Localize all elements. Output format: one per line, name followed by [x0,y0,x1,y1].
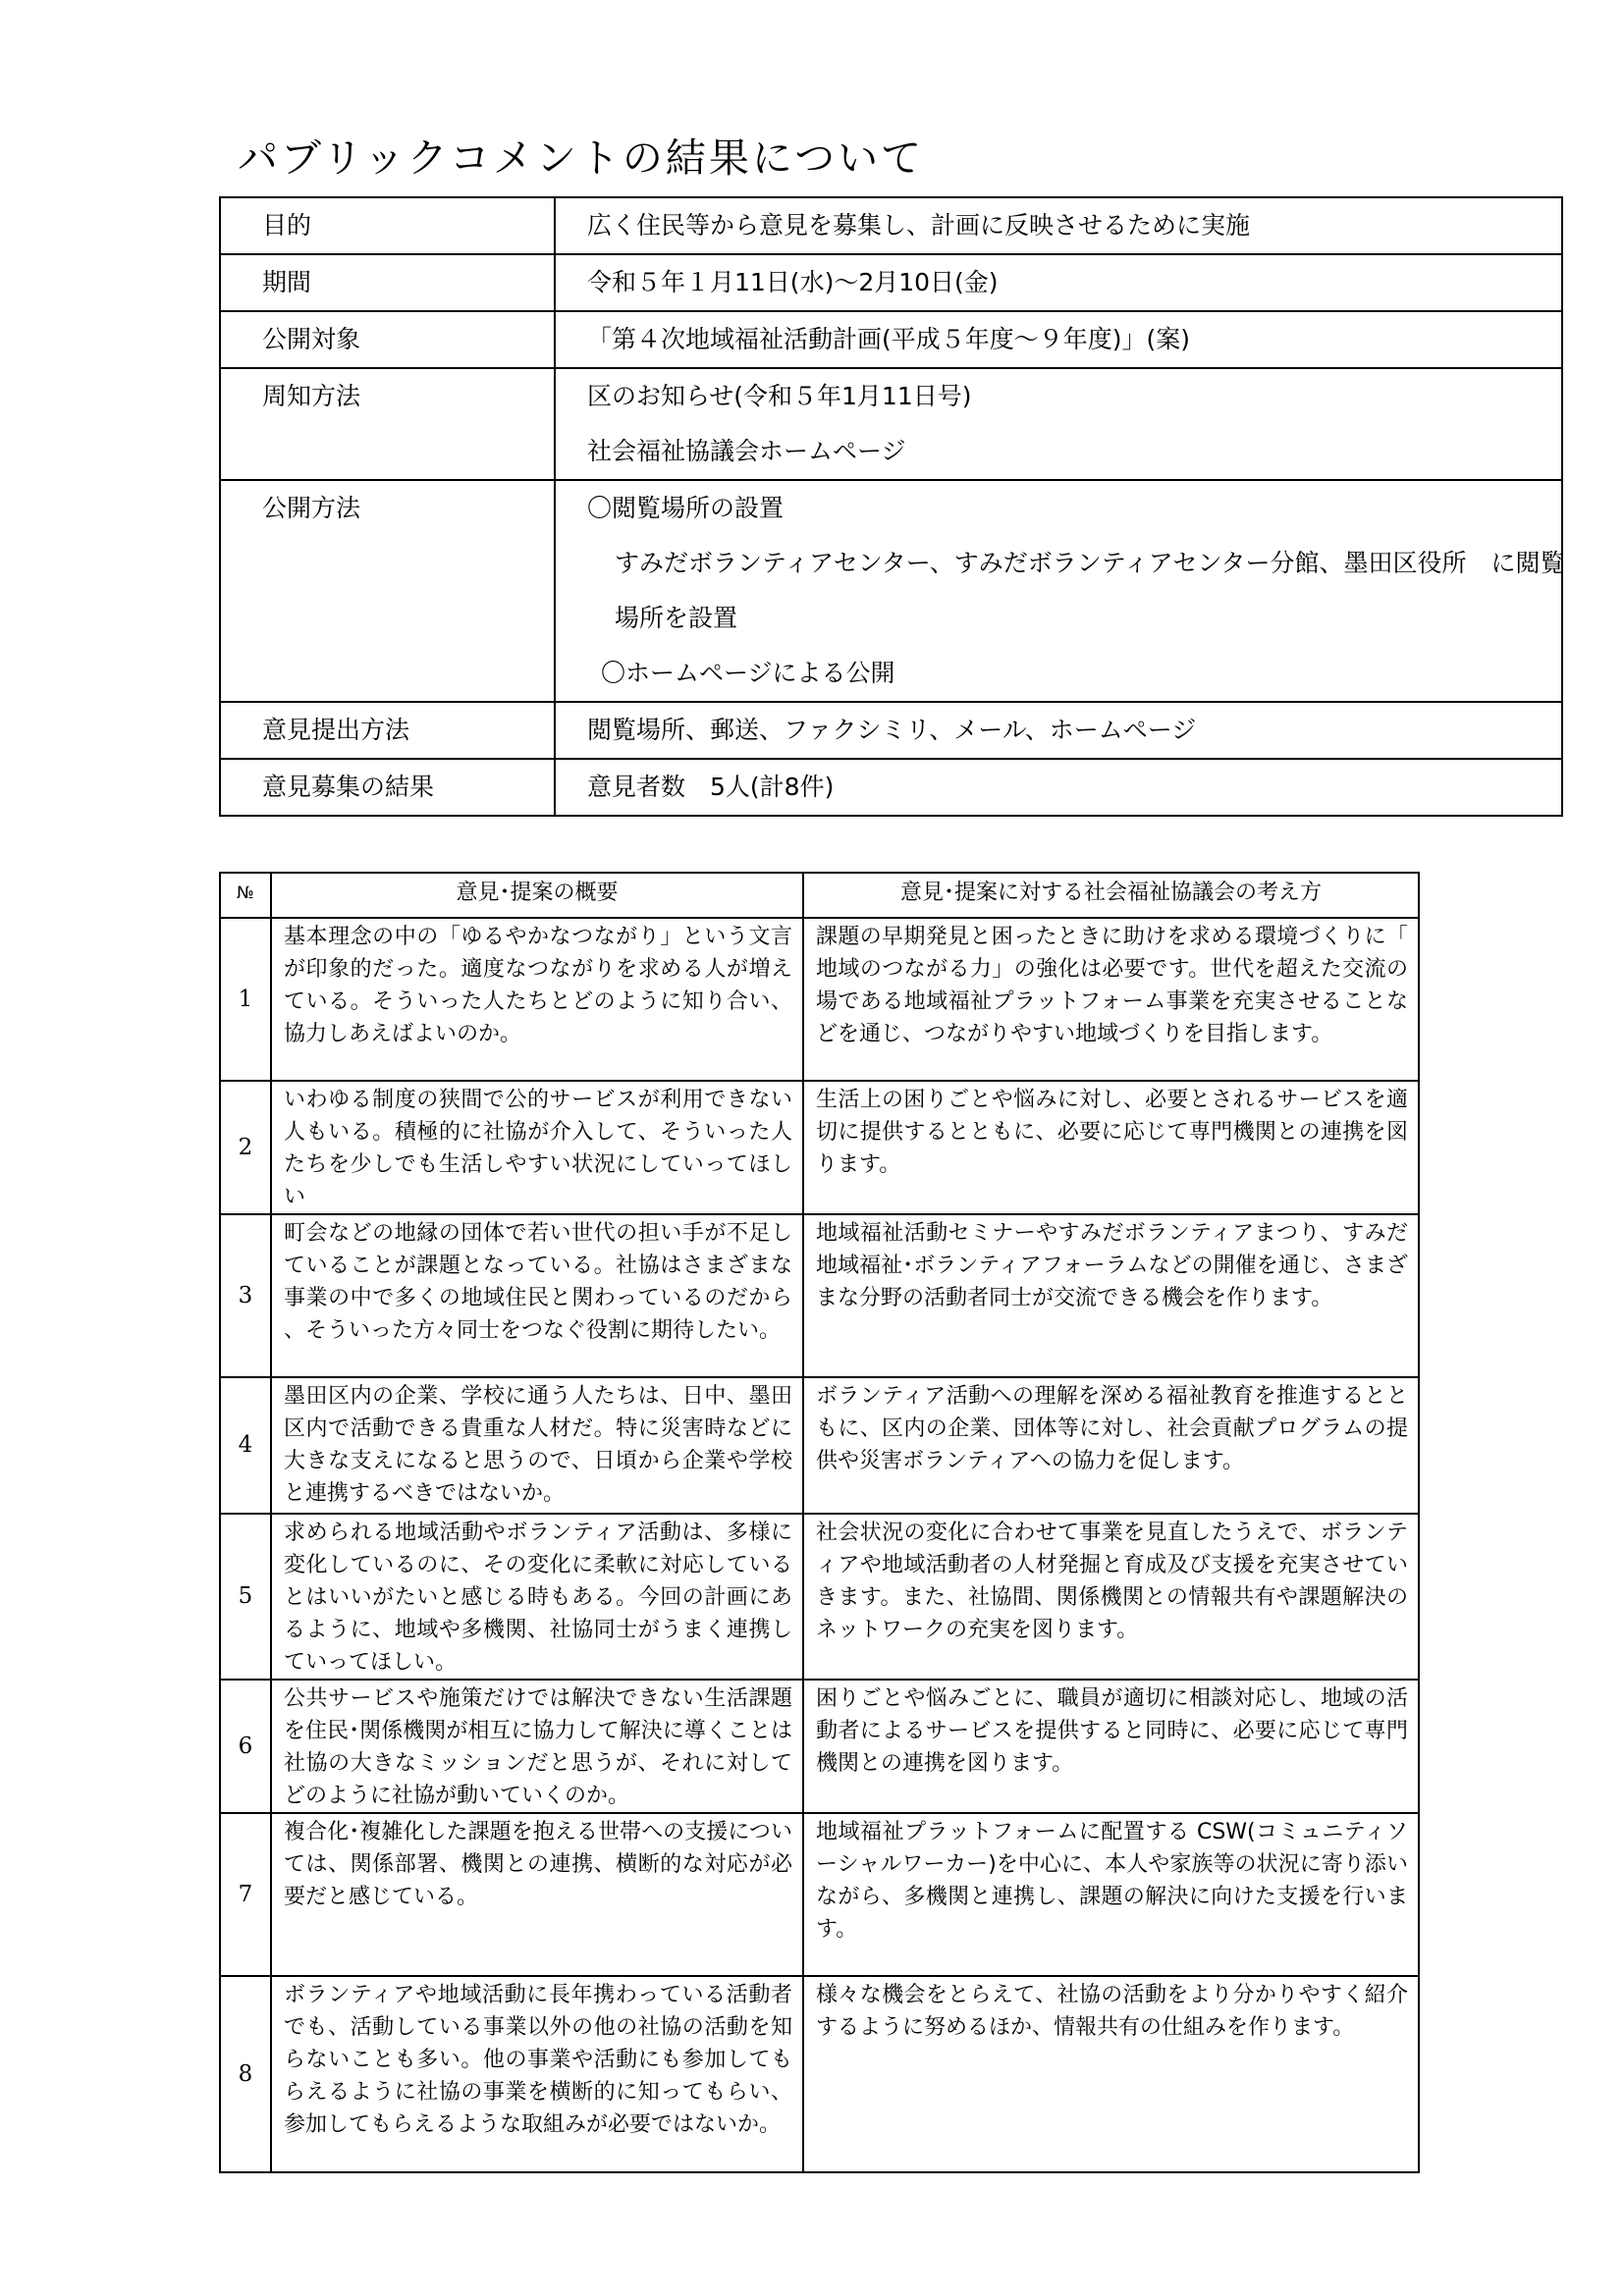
opinion-summary: 墨田区内の企業、学校に通う人たちは、日中、墨田区内で活動できる貴重な人材だ。特に災害時などに大きな支えになると思うので、日頃から企業や学校と連携するべきではないか。 [271,1377,803,1514]
row-number: 5 [220,1514,271,1680]
summary-row-publication [220,480,1562,702]
summary-label: 公開方法 [220,480,555,702]
summary-value: 閲覧場所、郵送、ファクシミリ、メール、ホームページ [555,702,1562,759]
opinion-summary: 町会などの地縁の団体で若い世代の担い手が不足していることが課題となっている。社協はさまざまな事業の中で多くの地域住民と関わっているのだから、そういった方々同士をつなぐ役割に期待したい。 [271,1214,803,1377]
header-summary: 意見･提案の概要 [271,873,803,918]
notice-line: 区のお知らせ(令和５年1月11日号) [587,382,972,410]
summary-table [219,196,1563,817]
summary-value: 広く住民等から意見を募集し、計画に反映させるために実施 [555,197,1562,254]
summary-label: 意見提出方法 [220,702,555,759]
summary-row-purpose [220,197,1562,254]
row-number: 6 [220,1680,271,1813]
opinions-header-row [220,873,1419,918]
summary-row-target [220,311,1562,368]
summary-value: 意見者数 5人(計8件) [555,759,1562,816]
header-response: 意見･提案に対する社会福祉協議会の考え方 [803,873,1419,918]
opinion-response: 様々な機会をとらえて、社協の活動をより分かりやすく紹介するように努めるほか、情報共有の仕組みを作ります。 [803,1976,1419,2172]
header-no: № [220,873,271,918]
opinion-response: 困りごとや悩みごとに、職員が適切に相談対応し、地域の活動者によるサービスを提供すると同時に、必要に応じて専門機関との連携を図ります。 [803,1680,1419,1813]
opinion-response: 課題の早期発見と困ったときに助けを求める環境づくりに「地域のつながる力」の強化は必要です。世代を超えた交流の場である地域福祉プラットフォーム事業を充実させることなどを通じ、つながりやすい地域づくりを目指します。 [803,918,1419,1081]
opinion-summary: いわゆる制度の狭間で公的サービスが利用できない人もいる。積極的に社協が介入して、そういった人たちを少しでも生活しやすい状況にしていってほしい [271,1081,803,1214]
publication-line: 〇閲覧場所の設置 [587,494,785,522]
opinion-response: 社会状況の変化に合わせて事業を見直したうえで、ボランティアや地域活動者の人材発掘と育成及び支援を充実させていきます。また、社協間、関係機関との情報共有や課題解決のネットワークの充実を図ります。 [803,1514,1419,1680]
table-row [220,1377,1419,1514]
opinion-summary: 基本理念の中の「ゆるやかなつながり」という文言が印象的だった。適度なつながりを求める人が増えている。そういった人たちとどのように知り合い、協力しあえばよいのか。 [271,918,803,1081]
notice-line: 社会福祉協議会ホームページ [587,437,906,465]
table-row [220,1680,1419,1813]
opinion-response: 地域福祉活動セミナーやすみだボランティアまつり、すみだ地域福祉･ボランティアフォーラムなどの開催を通じ、さまざまな分野の活動者同士が交流できる機会を作ります。 [803,1214,1419,1377]
table-row [220,1081,1419,1214]
summary-label: 周知方法 [220,368,555,480]
opinion-summary: 求められる地域活動やボランティア活動は、多様に変化しているのに、その変化に柔軟に対応しているとはいいがたいと感じる時もある。今回の計画にあるように、地域や多機関、社協同士がうまく連携していってほしい。 [271,1514,803,1680]
publication-line: すみだボランティアセンター、すみだボランティアセンター分館、墨田区役所 に閲覧 [615,549,1565,577]
summary-value [555,480,1565,702]
row-number: 1 [220,918,271,1081]
summary-value [555,368,1562,480]
summary-row-result [220,759,1562,816]
table-row [220,1976,1419,2172]
page-title: パブリックコメントの結果について [238,134,925,182]
summary-label: 意見募集の結果 [220,759,555,816]
row-number: 7 [220,1813,271,1976]
table-row [220,1813,1419,1976]
table-row [220,1214,1419,1377]
summary-value: 令和５年１月11日(水)～2月10日(金) [555,254,1562,311]
summary-value: 「第４次地域福祉活動計画(平成５年度～９年度)」(案) [555,311,1562,368]
opinion-summary: 公共サービスや施策だけでは解決できない生活課題を住民･関係機関が相互に協力して解決に導くことは社協の大きなミッションだと思うが、それに対してどのように社協が動いていくのか。 [271,1680,803,1813]
publication-line: 場所を設置 [615,604,738,632]
row-number: 2 [220,1081,271,1214]
summary-row-notice [220,368,1562,480]
summary-row-period [220,254,1562,311]
table-row [220,918,1419,1081]
summary-label: 目的 [220,197,555,254]
table-row [220,1514,1419,1680]
row-number: 8 [220,1976,271,2172]
summary-label: 公開対象 [220,311,555,368]
opinion-summary: 複合化･複雑化した課題を抱える世帯への支援については、関係部署、機関との連携、横断的な対応が必要だと感じている。 [271,1813,803,1976]
summary-row-submission [220,702,1562,759]
row-number: 3 [220,1214,271,1377]
opinions-table [219,872,1420,2173]
row-number: 4 [220,1377,271,1514]
opinion-response: ボランティア活動への理解を深める福祉教育を推進するとともに、区内の企業、団体等に対し、社会貢献プログラムの提供や災害ボランティアへの協力を促します。 [803,1377,1419,1514]
summary-label: 期間 [220,254,555,311]
opinion-summary: ボランティアや地域活動に長年携わっている活動者でも、活動している事業以外の他の社協の活動を知らないことも多い。他の事業や活動にも参加してもらえるように社協の事業を横断的に知ってもらい、参加してもらえるような取組みが必要ではないか。 [271,1976,803,2172]
opinion-response: 地域福祉プラットフォームに配置する CSW(コミュニティソーシャルワーカー)を中心に、本人や家族等の状況に寄り添いながら、多機関と連携し、課題の解決に向けた支援を行います。 [803,1813,1419,1976]
opinion-response: 生活上の困りごとや悩みに対し、必要とされるサービスを適切に提供するとともに、必要に応じて専門機関との連携を図ります。 [803,1081,1419,1214]
publication-line: 〇ホームページによる公開 [601,659,895,687]
